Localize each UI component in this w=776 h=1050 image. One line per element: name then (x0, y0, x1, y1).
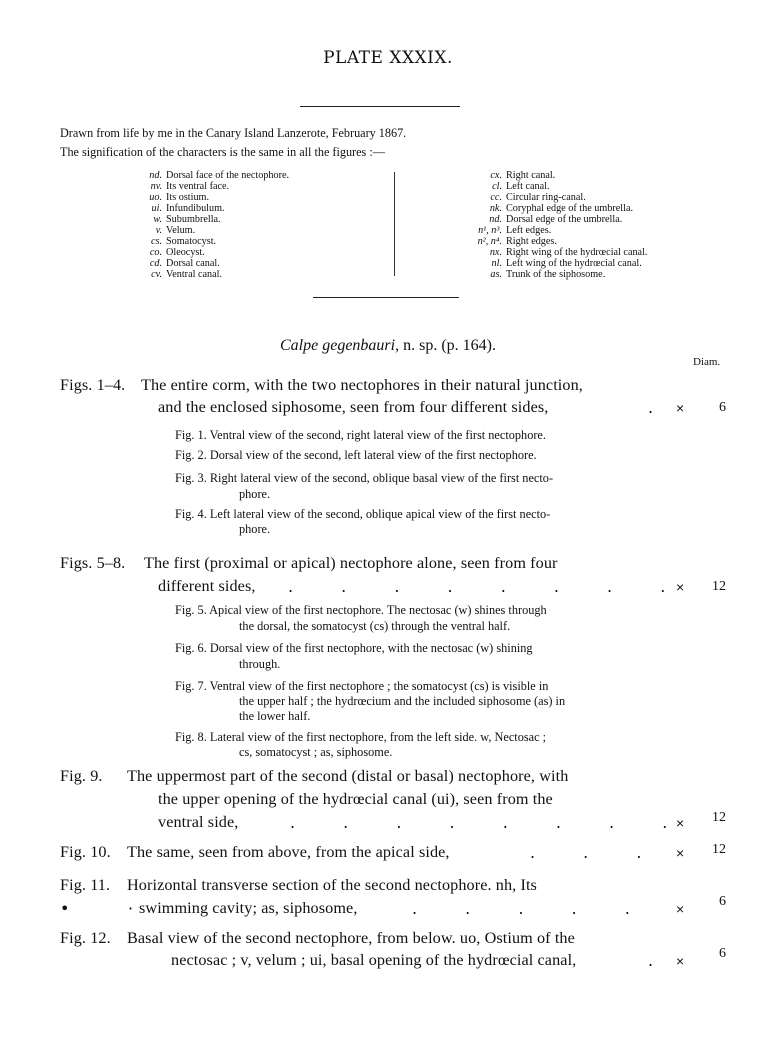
diam-label: Diam. (693, 356, 721, 368)
legend-entry (155, 225, 289, 236)
legend-text: Circular ring-canal. (506, 192, 586, 203)
fig7-caption-cont: the upper half ; the hydrœcium and the included siphosome (as) in (239, 694, 566, 708)
legend-text: Subumbrella. (166, 214, 221, 225)
legend-text: Ventral canal. (166, 269, 223, 280)
margin-mark: • (60, 899, 70, 918)
legend-entry (490, 170, 647, 181)
legend-abbr: n¹, n³. (478, 225, 502, 236)
magnification-value: 12 (712, 579, 726, 594)
legend-text: Oleocyst. (166, 247, 205, 258)
legend-text: Right edges. (506, 236, 557, 247)
legend-entry (490, 269, 647, 280)
legend-text: Left canal. (506, 181, 550, 192)
legend-abbr: cv. (151, 269, 162, 280)
legend-entry (153, 214, 289, 225)
species-heading (0, 337, 776, 355)
fig1-caption: Fig. 1. Ventral view of the second, right lateral view of the first nectophore. (175, 428, 546, 442)
legend-entry (151, 269, 289, 280)
legend-abbr: nd. (489, 214, 502, 225)
legend-text: Coryphal edge of the umbrella. (506, 203, 634, 214)
fig12-line2: nectosac ; v, velum ; ui, basal opening of the hydrœcial canal, (171, 951, 577, 969)
legend-entry (489, 214, 647, 225)
fig10-label: Fig. 10. (60, 843, 111, 861)
legend-text: Dorsal edge of the umbrella. (506, 214, 623, 225)
legend-entry (492, 181, 647, 192)
legend-abbr: cl. (492, 181, 502, 192)
fig8-caption-cont: cs, somatocyst ; as, siphosome. (239, 745, 393, 759)
fig2-caption: Fig. 2. Dorsal view of the second, left lateral view of the first nectophore. (175, 448, 537, 462)
legend-divider (394, 172, 395, 276)
margin-mark: · (128, 899, 134, 918)
leader-dots: . (648, 398, 654, 417)
legend-text: Dorsal canal. (166, 258, 220, 269)
fig12-line1: Basal view of the second nectophore, from below. uo, Ostium of the (127, 929, 575, 947)
fig11-line2: swimming cavity; as, siphosome, (139, 899, 358, 917)
figs5-8-line2: different sides, (158, 577, 256, 595)
fig9-line1: The uppermost part of the second (distal or basal) nectophore, with (127, 767, 569, 785)
legend-text: Velum. (166, 225, 196, 236)
legend-entry (477, 236, 647, 247)
figs1-4-line1: The entire corm, with the two nectophores in their natural junction, (141, 376, 583, 394)
fig3-caption: Fig. 3. Right lateral view of the second, oblique basal view of the first necto- (175, 471, 554, 485)
legend-rule (313, 297, 459, 298)
magnification-value: 6 (719, 400, 726, 415)
legend-entry (149, 247, 289, 258)
leader-dots: . . . . . . . . (288, 577, 666, 596)
title-rule (300, 106, 460, 107)
legend-abbr: n², n⁴. (477, 236, 502, 247)
legend-abbr: uo. (149, 192, 162, 203)
legend-abbr: co. (149, 247, 162, 258)
figs5-8-line1: The first (proximal or apical) nectophore alone, seen from four (144, 554, 558, 572)
fig5-caption-cont: the dorsal, the somatocyst (cs) through the ventral half. (239, 619, 511, 633)
legend-text: Somatocyst. (166, 236, 217, 247)
legend-text: Left wing of the hydrœcial canal. (506, 258, 642, 269)
legend-abbr: as. (490, 269, 502, 280)
legend-text: Its ostium. (166, 192, 210, 203)
fig3-caption-cont: phore. (239, 487, 271, 501)
legend-entry (489, 203, 647, 214)
intro-line-1: Drawn from life by me in the Canary Island Lanzerote, February 1867. (60, 126, 407, 140)
legend-entry (149, 258, 289, 269)
legend-entry (151, 203, 289, 214)
legend-abbr: nl. (491, 258, 502, 269)
fig11-label: Fig. 11. (60, 876, 111, 894)
legend-text: Left edges. (506, 225, 552, 236)
legend-text: Its ventral face. (166, 181, 230, 192)
fig8-caption: Fig. 8. Lateral view of the first nectophore, from the left side. w, Nectosac ; (175, 730, 547, 744)
legend-entry (150, 181, 289, 192)
plate-title: PLATE XXXIX. (323, 48, 453, 68)
magnification-sign: × (676, 815, 685, 831)
legend-right (477, 170, 648, 280)
fig10-line1: The same, seen from above, from the apical side, (127, 843, 450, 861)
magnification-sign: × (676, 901, 685, 917)
fig9-label: Fig. 9. (60, 767, 103, 785)
fig7-caption: Fig. 7. Ventral view of the first nectophore ; the somatocyst (cs) is visible in (175, 679, 549, 693)
magnification-sign: × (676, 953, 685, 969)
fig7-caption-cont-2: the lower half. (239, 709, 311, 723)
magnification-sign: × (676, 845, 685, 861)
legend-entry (149, 192, 289, 203)
leader-dots: . . . . . (412, 899, 630, 918)
leader-dots: . (648, 951, 654, 970)
magnification-value: 6 (719, 894, 726, 909)
legend-abbr: nv. (150, 181, 162, 192)
legend-abbr: cx. (490, 170, 502, 181)
species-ref: , n. sp. (p. 164). (395, 337, 496, 354)
fig6-caption: Fig. 6. Dorsal view of the first nectophore, with the nectosac (w) shining (175, 641, 533, 655)
legend-text: Trunk of the siphosome. (506, 269, 606, 280)
legend-abbr: cd. (149, 258, 162, 269)
legend-text: Right canal. (506, 170, 556, 181)
fig9-line2: the upper opening of the hydrœcial canal (ui), seen from the (158, 790, 553, 808)
figs1-4-line2: and the enclosed siphosome, seen from four different sides, (158, 398, 549, 416)
fig4-caption-cont: phore. (239, 522, 271, 536)
legend-abbr: nd. (149, 170, 162, 181)
magnification-sign: × (676, 579, 685, 595)
leader-dots: . . . (530, 843, 642, 862)
fig12-label: Fig. 12. (60, 929, 111, 947)
legend-abbr: w. (153, 214, 162, 225)
legend-abbr: cs. (150, 236, 162, 247)
legend-abbr: cc. (490, 192, 502, 203)
fig9-line3: ventral side, (158, 813, 239, 831)
leader-dots: . . . . . . . . (290, 813, 668, 832)
legend-abbr: ui. (151, 203, 162, 214)
fig4-caption: Fig. 4. Left lateral view of the second, oblique apical view of the first necto- (175, 507, 551, 521)
legend-entry (149, 170, 290, 181)
legend-text: Right wing of the hydrœcial canal. (506, 247, 648, 258)
legend-entry (490, 192, 647, 203)
legend-abbr: nx. (489, 247, 502, 258)
legend-entry (150, 236, 289, 247)
species-name: Calpe gegenbauri (280, 337, 396, 354)
magnification-value: 6 (719, 946, 726, 961)
fig6-caption-cont: through. (239, 657, 281, 671)
figs1-4-label: Figs. 1–4. (60, 376, 126, 394)
legend-left (149, 170, 290, 280)
legend-text: Dorsal face of the nectophore. (166, 170, 290, 181)
fig11-line1: Horizontal transverse section of the second nectophore. nh, Its (127, 876, 537, 894)
magnification-sign: × (676, 400, 685, 416)
legend-entry (491, 258, 647, 269)
legend-abbr: v. (155, 225, 162, 236)
figs5-8-label: Figs. 5–8. (60, 554, 126, 572)
legend-abbr: nk. (489, 203, 502, 214)
legend-entry (478, 225, 647, 236)
legend-text: Infundibulum. (166, 203, 225, 214)
magnification-value: 12 (712, 810, 726, 825)
legend-entry (489, 247, 648, 258)
intro-line-2: The signification of the characters is the same in all the figures :— (60, 145, 385, 159)
magnification-value: 12 (712, 842, 726, 857)
fig5-caption: Fig. 5. Apical view of the first nectophore. The nectosac (w) shines through (175, 603, 547, 617)
